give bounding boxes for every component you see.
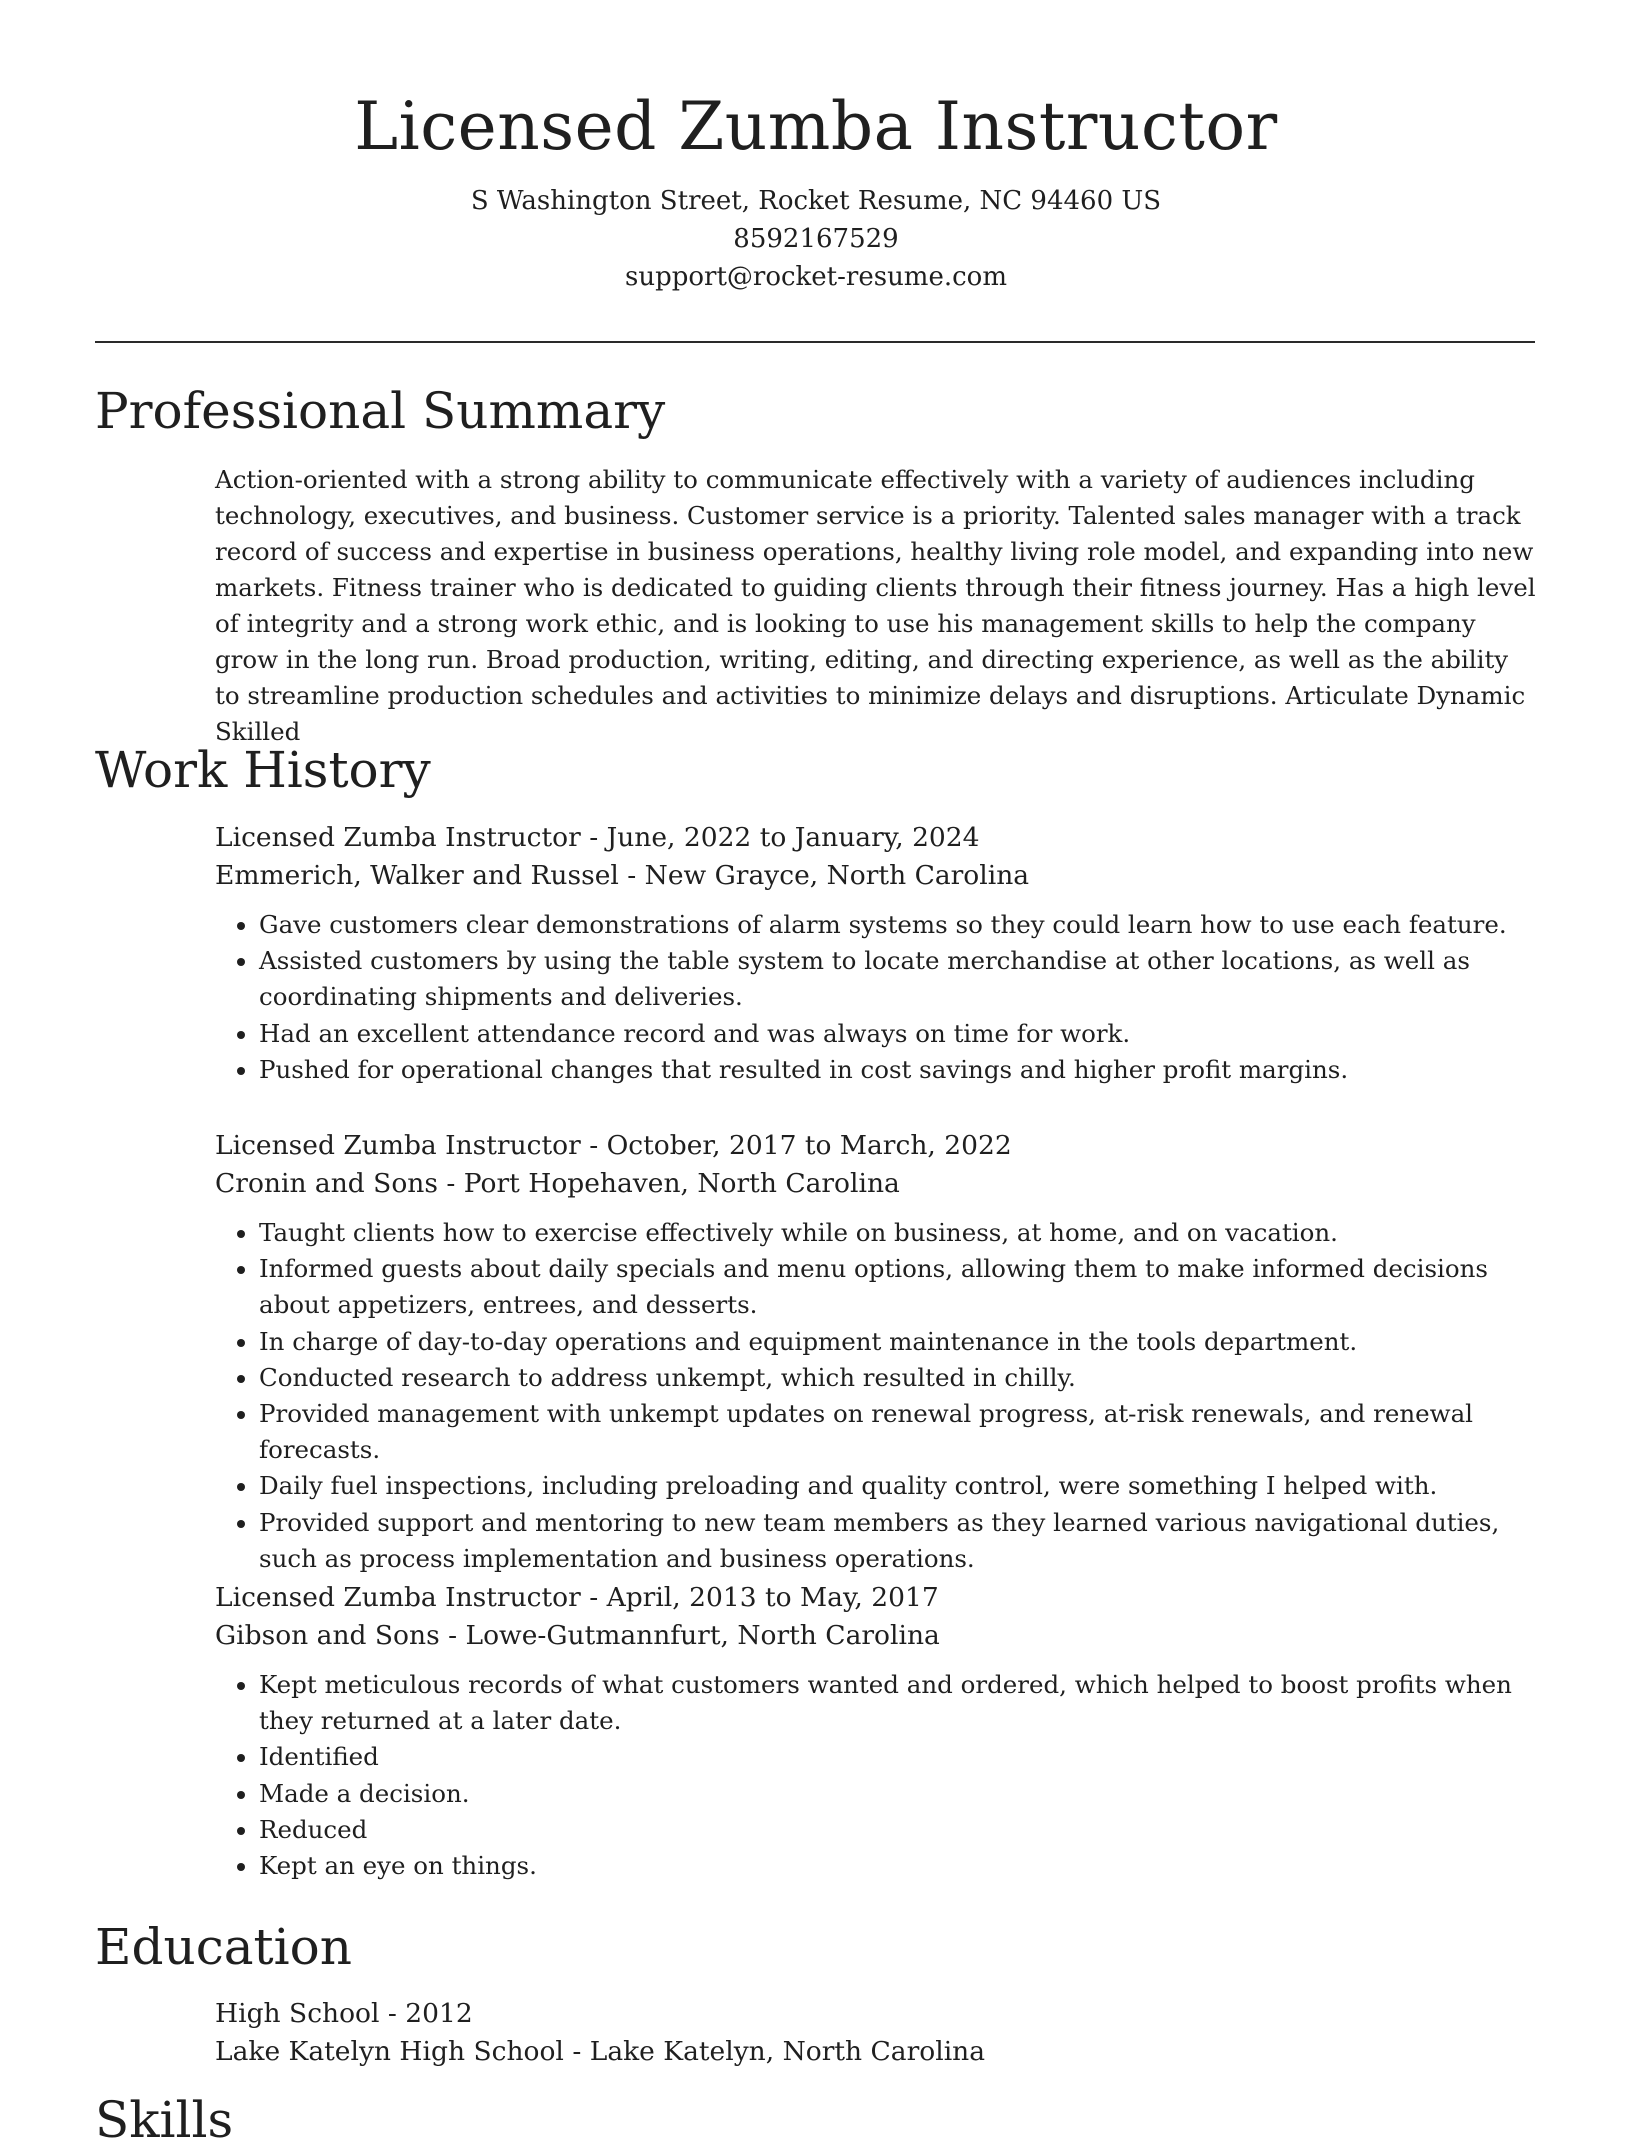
job-company-line <box>215 1617 1540 1655</box>
job-entry <box>215 1127 1540 1577</box>
job-duty: • Made a decision. <box>259 1776 1540 1812</box>
job-duties-list <box>215 907 1540 1088</box>
job-dates: - June, 2022 to January, 2024 <box>580 822 980 853</box>
job-duty: • Provided support and mentoring to new team members as they learned various navigational duties, such as process implementation and business operations. <box>259 1505 1540 1577</box>
resume-header <box>0 0 1632 296</box>
job-title-line <box>215 1579 1540 1617</box>
job-title-line <box>215 819 1540 857</box>
job-duty: • Provided management with unkempt updates on renewal progress, at-risk renewals, and renewal forecasts. <box>259 1396 1540 1468</box>
job-duty: • Had an excellent attendance record and was always on time for work. <box>259 1016 1540 1052</box>
job-company: Cronin and Sons <box>215 1168 438 1199</box>
education-degree: High School <box>215 1998 380 2029</box>
job-duty: • Daily fuel inspections, including preloading and quality control, were something I helped with. <box>259 1468 1540 1504</box>
education-location: - Lake Katelyn, North Carolina <box>563 2036 986 2067</box>
contact-info <box>0 182 1632 296</box>
job-entry <box>215 1579 1540 1884</box>
job-duty: • Kept an eye on things. <box>259 1848 1540 1884</box>
job-duty: • Taught clients how to exercise effectively while on business, at home, and on vacation. <box>259 1215 1540 1251</box>
education-school-line <box>215 2033 1540 2071</box>
education-school: Lake Katelyn High School <box>215 2036 564 2067</box>
candidate-name: Licensed Zumba Instructor <box>354 88 1278 165</box>
job-duty: • Informed guests about daily specials and menu options, allowing them to make informed decisions about appetizers, entrees, and desserts. <box>259 1251 1540 1323</box>
education-entry <box>215 1995 1540 2071</box>
job-dates: - April, 2013 to May, 2017 <box>580 1582 939 1613</box>
job-duty: • Reduced <box>259 1812 1540 1848</box>
job-company-line <box>215 857 1540 895</box>
work-history-heading: Work History <box>95 741 431 799</box>
job-duties-list <box>215 1667 1540 1884</box>
job-duty: • Assisted customers by using the table system to locate merchandise at other locations, as well as coordinating shipments and deliveries. <box>259 943 1540 1015</box>
job-location: - Port Hopehaven, North Carolina <box>437 1168 900 1199</box>
job-role: Licensed Zumba Instructor <box>215 1582 581 1613</box>
job-duty: • Conducted research to address unkempt, which resulted in chilly. <box>259 1360 1540 1396</box>
job-company: Emmerich, Walker and Russel <box>215 860 619 891</box>
job-duty: • Pushed for operational changes that resulted in cost savings and higher profit margins. <box>259 1052 1540 1088</box>
header-divider <box>95 341 1535 343</box>
education-degree-line <box>215 1995 1540 2033</box>
job-location: - New Grayce, North Carolina <box>618 860 1030 891</box>
job-company: Gibson and Sons <box>215 1620 440 1651</box>
job-role: Licensed Zumba Instructor <box>215 822 581 853</box>
job-dates: - October, 2017 to March, 2022 <box>580 1130 1012 1161</box>
job-duty: • In charge of day-to-day operations and equipment maintenance in the tools department. <box>259 1324 1540 1360</box>
job-title-line <box>215 1127 1540 1165</box>
contact-phone: 8592167529 <box>733 224 899 254</box>
contact-email: support@rocket-resume.com <box>624 262 1007 292</box>
contact-address: S Washington Street, Rocket Resume, NC 94460 US <box>470 186 1162 216</box>
job-entry <box>215 819 1540 1088</box>
job-company-line <box>215 1165 1540 1203</box>
education-year: - 2012 <box>379 1998 473 2029</box>
summary-heading: Professional Summary <box>95 382 666 440</box>
job-duty: • Identified <box>259 1739 1540 1775</box>
job-location: - Lowe-Gutmannfurt, North Carolina <box>439 1620 940 1651</box>
job-duties-list <box>215 1215 1540 1577</box>
job-role: Licensed Zumba Instructor <box>215 1130 581 1161</box>
education-heading: Education <box>95 1918 352 1976</box>
summary-section <box>215 462 1540 750</box>
skills-heading: Skills <box>95 2091 234 2149</box>
summary-text: Action-oriented with a strong ability to communicate effectively with a variety of audiences including technology, executives, and business. Customer service is a priority. Talented sales manager with a track record of success and expertise in business operations, healthy living role model, and expanding into new markets. Fitness trainer who is dedicated to guiding clients through their fitness journey. Has a high level of integrity and a strong work ethic, and is looking to use his management skills to help the company grow in the long run. Broad production, writing, editing, and directing experience, as well as the ability to streamline production schedules and activities to minimize delays and disruptions. Articulate Dynamic Skilled <box>215 465 1536 746</box>
job-duty: • Kept meticulous records of what customers wanted and ordered, which helped to boost profits when they returned at a later date. <box>259 1667 1540 1739</box>
job-duty: • Gave customers clear demonstrations of alarm systems so they could learn how to use each feature. <box>259 907 1540 943</box>
